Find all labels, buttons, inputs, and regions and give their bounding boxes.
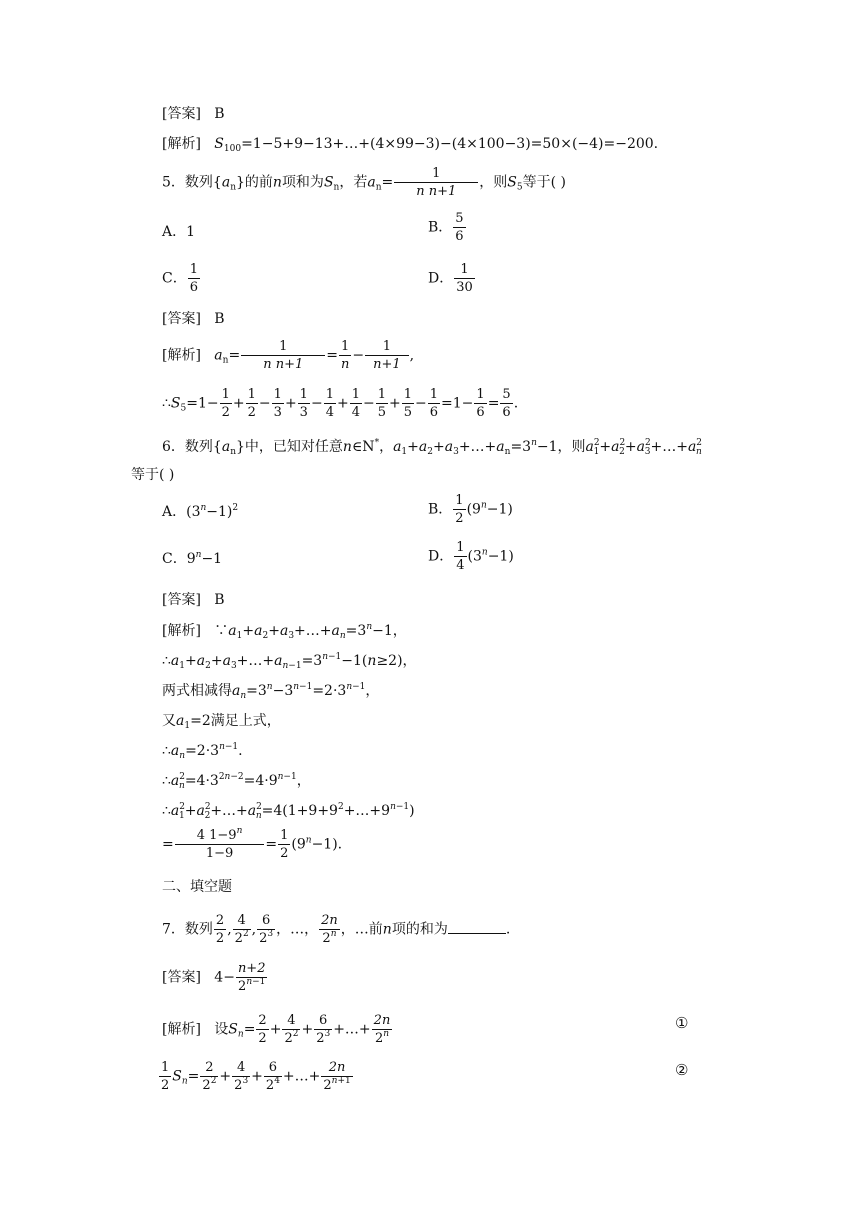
- q6-option-c: C．$9^n-1$: [162, 550, 223, 567]
- q5-option-a: A．1: [162, 224, 196, 240]
- q7-question: 7．数列 $\frac{2}{2}$ , $\frac{4}{2^2}$ , $\frac{6}{2^3}$ ，…， $\frac{2n}{2^n}$ ，…前n项的和为 .: [162, 913, 511, 946]
- q6-analysis-2: $\therefore a_1+a_2+a_3+\dots+a_{n-1}=3^{n-1}-1(n\ge 2)$，: [162, 652, 417, 671]
- q5-question: 5．数列$\{a_n\}$的前n项和为$S_n$，若$a_n=$ $\frac{1}{\text{n n+1}}$ ，则$S_5$等于( ): [162, 166, 566, 199]
- section-heading: 二、填空题: [162, 879, 232, 895]
- q6-analysis-5: $\therefore a_n=2\cdot 3^{n-1}$.: [162, 742, 243, 761]
- q5-option-b: B． $\frac{5}{6}$: [428, 211, 464, 244]
- q4-answer-line: [162, 104, 225, 124]
- q4-answer: B: [214, 106, 225, 122]
- fill-blank: [448, 921, 506, 934]
- q6-option-b: B． $\frac{1}{2}$ $(9^n-1)$: [428, 493, 513, 526]
- equation-marker-2: ②: [675, 1061, 689, 1079]
- q5-option-c: C． $\frac{1}{6}$: [162, 262, 198, 295]
- q7-analysis-1: [解析] 设$S_n=$ $\frac{2}{2}$ + $\frac{4}{2^2}$ + $\frac{6}{2^3}$ +…+ $\frac{2n}{2^n}$: [162, 1013, 391, 1046]
- q6-answer-line: [答案] B: [162, 592, 225, 608]
- q5-sum-line: $\therefore S_5=1-$ $\frac{1}{2}$ + $\frac{1}{2}$ − $\frac{1}{3}$ + $\frac{1}{3}$ − $\frac{1}{4}$ + $\frac{1}{4}$ − $\frac{1}{5}$ + $\frac{1}{5}$ − $\frac{1}{6}$ =1− $\frac{1}{6}$ = $\frac{5}{6}$ .: [162, 387, 519, 420]
- q7-answer-line: [答案] 4− $\frac{n+2}{2^{n-1}}$: [162, 961, 266, 994]
- q5-answer-line: [答案] B: [162, 311, 225, 327]
- q5-option-d: D． $\frac{1}{30}$: [428, 262, 473, 295]
- q5-fraction: $\frac{1}{\text{n n+1}}$: [394, 167, 478, 198]
- q6-analysis-1: [解析] $\because a_1+a_2+a_3+\dots+a_n=3^n-1$，: [162, 622, 407, 641]
- q6-option-a: A．$(3^n-1)^2$: [162, 503, 239, 520]
- q4-analysis-text: =1−5+9−13+…+(4×99−3)−(4×100−3)=50×(−4)=−200.: [241, 136, 659, 152]
- analysis-label: [解析]: [162, 136, 201, 152]
- q4-analysis-line: [解析] $S_{100}=1-5+9-13+\dots+(4\times 99-3)-(4\times 100-3)=50\times(-4)=-200$.: [162, 136, 659, 154]
- q6-analysis-3: 两式相减得$a_n=3^n-3^{n-1}=2\cdot 3^{n-1}$，: [162, 682, 380, 701]
- q6-analysis-7: $\therefore a^2_1+a^2_2+\dots+a^2_n=4(1+9+9^2+\dots+9^{n-1})$: [162, 802, 415, 821]
- q5-analysis-line: [解析] $a_n=$ $\frac{1}{\text{n n+1}}$ = $\frac{1}{n}$ − $\frac{1}{n+1}$ ,: [162, 339, 415, 372]
- answer-label: [答案]: [162, 106, 201, 122]
- q6-analysis-6: $\therefore a^2_n=4\cdot 3^{2n-2}=4\cdot 9^{n-1}$，: [162, 772, 311, 791]
- q6-question-line2: 等于( ): [131, 467, 175, 483]
- q7-analysis-2: $\frac{1}{2}$ $S_n=$ $\frac{2}{2^2}$ + $\frac{4}{2^3}$ + $\frac{6}{2^4}$ +…+ $\frac{2n}{2^{n+1}}$: [161, 1060, 351, 1093]
- q6-analysis-8: = $\frac{4 1-9^n}{1-9}$ = $\frac{1}{2}$ $(9^n-1)$.: [162, 826, 343, 861]
- q6-analysis-4: 又$a_1=2$满足上式，: [162, 713, 281, 731]
- q6-question-line1: 6．数列$\{a_n\}$中，已知对任意n∈N*，$a_1+a_2+a_3+\dots+a_n=3^n-1$，则$a^2_1+a^2_2+a^2_3+\dots+a^2_n$: [162, 438, 703, 457]
- q6-option-d: D． $\frac{1}{4}$ $(3^n-1)$: [428, 540, 514, 573]
- equation-marker-1: ①: [675, 1014, 689, 1032]
